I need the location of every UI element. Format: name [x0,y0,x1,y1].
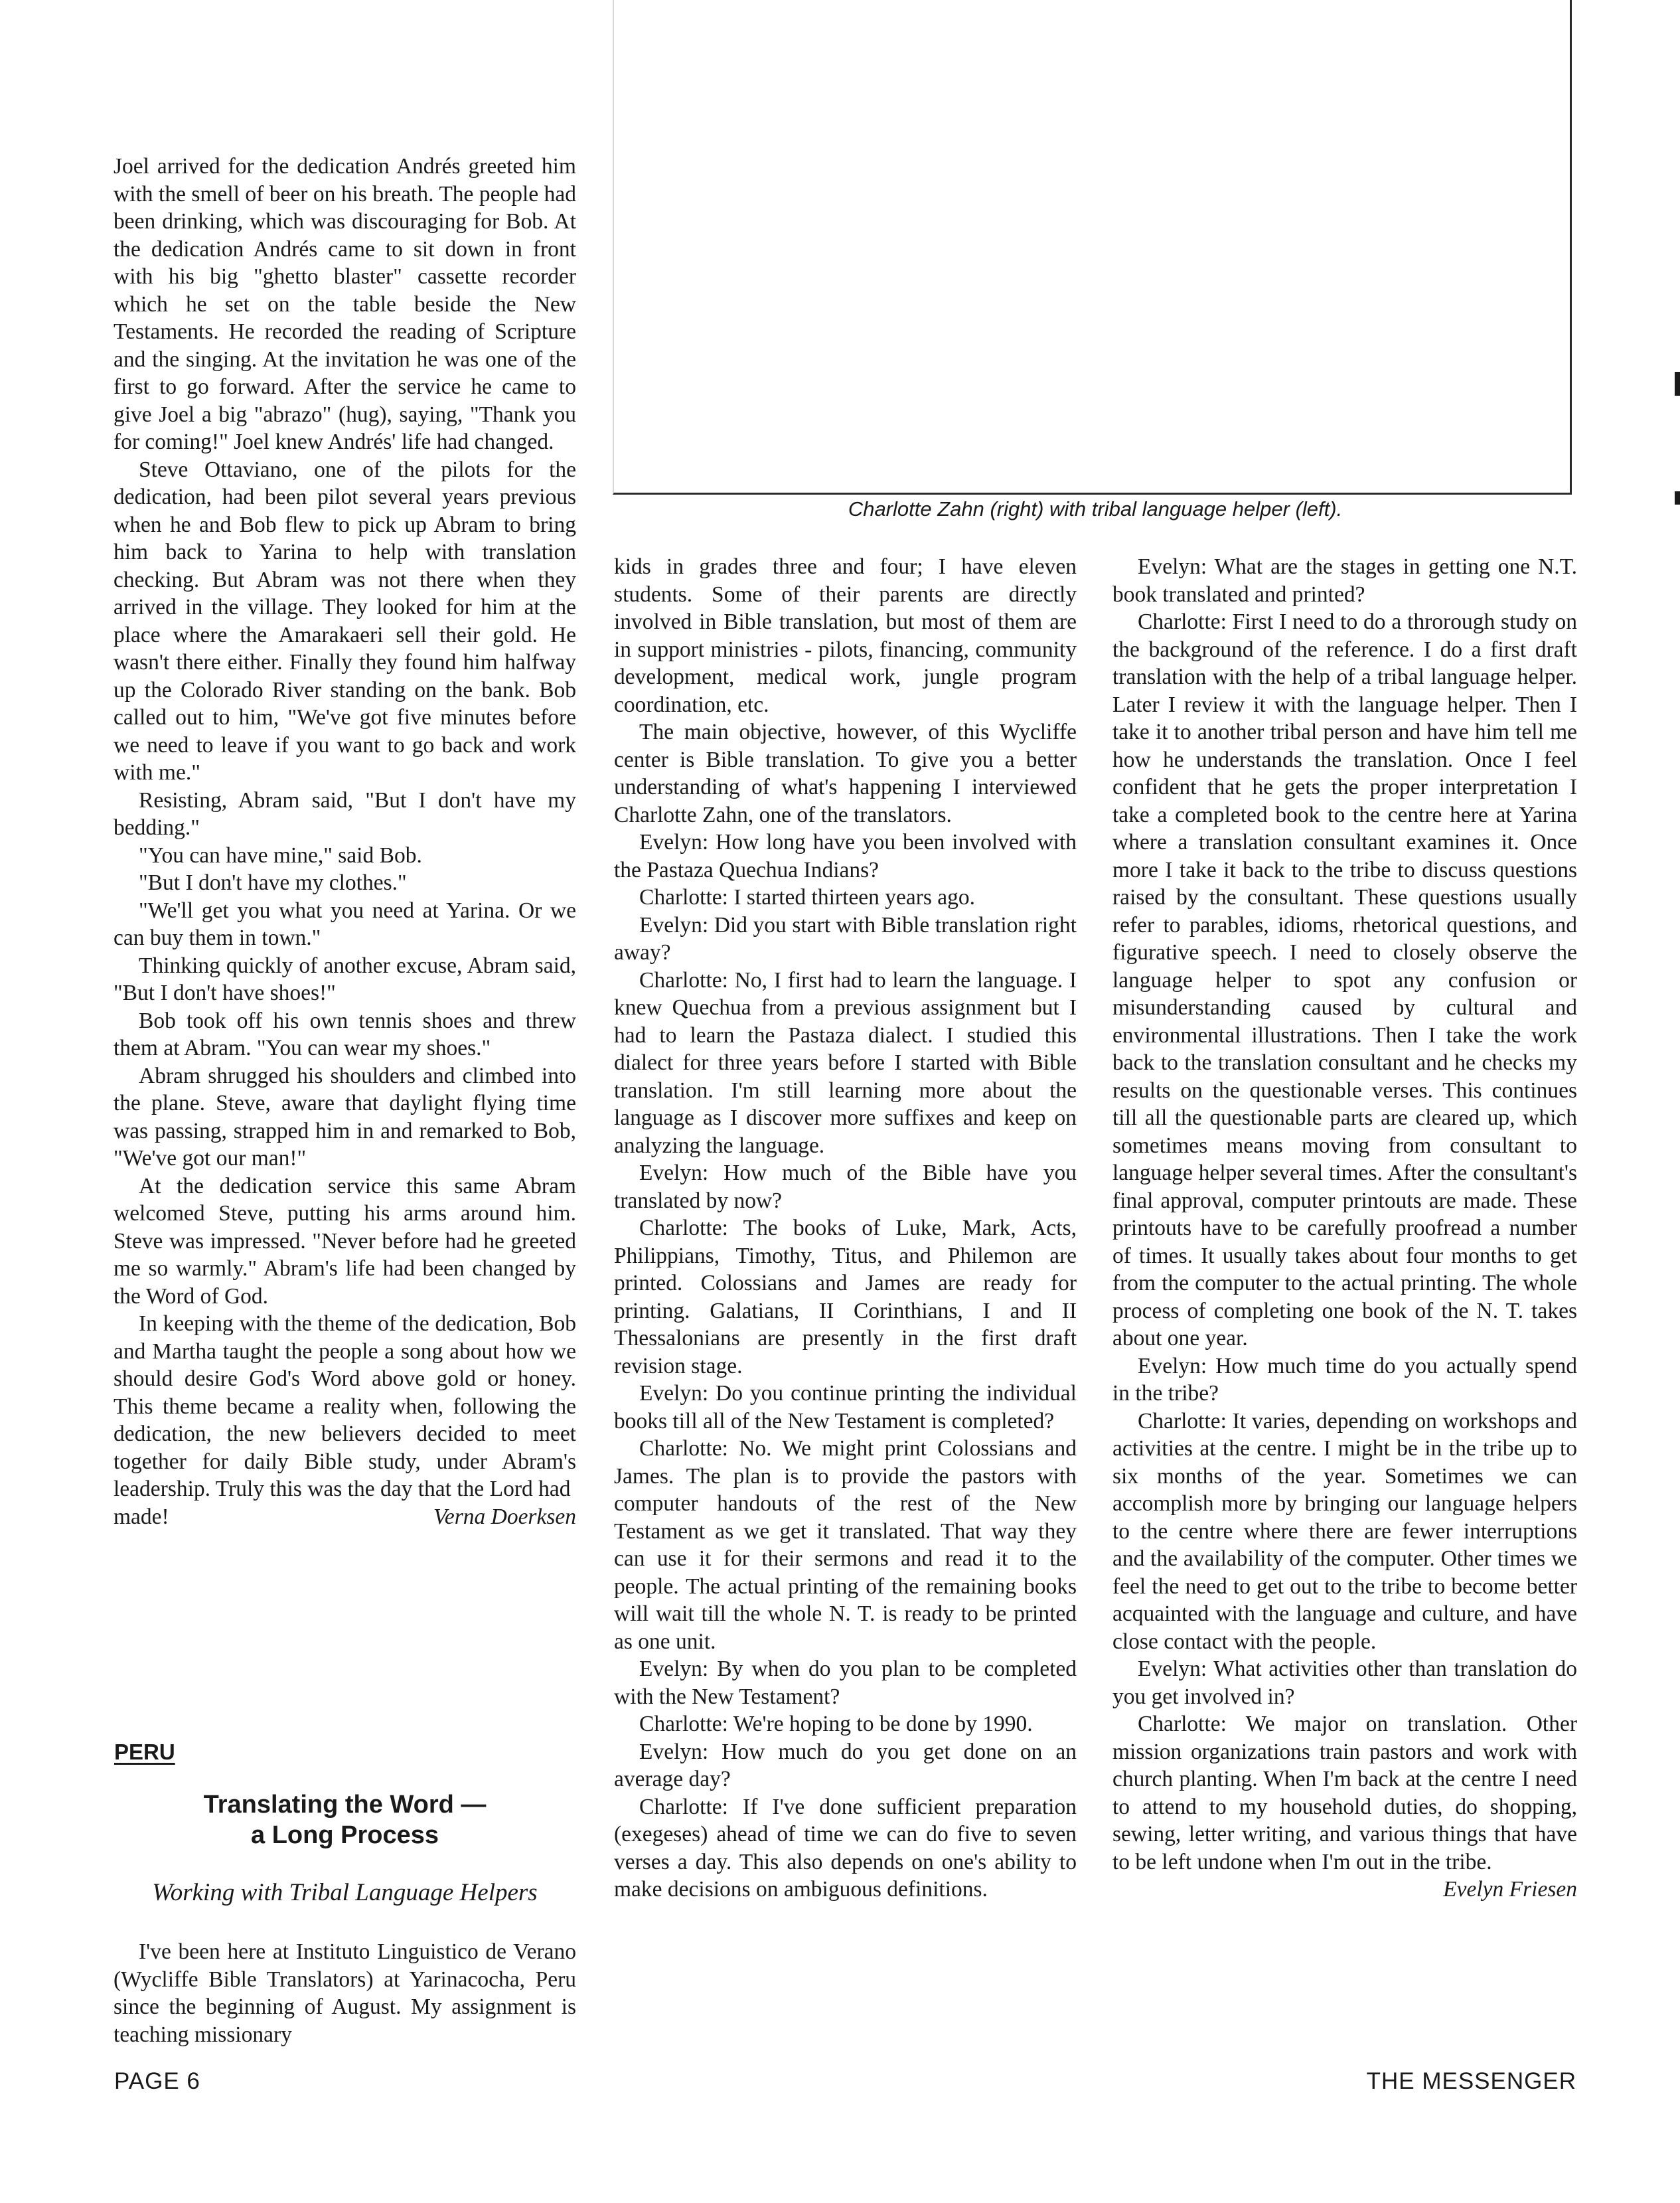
scan-edge-mark [1675,491,1680,505]
interview-answer: Charlotte: If I've done sufficient preparation (exegeses) ahead of time we can do five to seven verses a day. This also depends on one's ability to make decisions on ambiguous definitions. [614,1794,1077,1902]
interview-question: Evelyn: How much time do you actually spend in the tribe? [1112,1353,1577,1406]
photo-caption: Charlotte Zahn (right) with tribal language helper (left). [848,497,1343,521]
story2-headline [114,1789,576,1850]
story2-headline-line1: Translating the Word — [203,1791,487,1819]
interview-question: Evelyn: How long have you been involved with the Pastaza Quechua Indians? [614,830,1077,882]
story1-paragraph: "You can have mine," said Bob. [139,843,422,868]
interview-question: Evelyn: By when do you plan to be completed with the New Testament? [614,1657,1077,1709]
story1-paragraph: In keeping with the theme of the dedication, Bob and Martha taught the people a song about how we should desire God's Word above gold or honey. This theme became a reality when, following the dedication, the new believers decided to meet together for daily Bible study, under Abram's leadership. Truly this was the day that the Lord had [114,1311,576,1501]
story1-final-word: made! [114,1504,169,1529]
interview-question: Evelyn: How much do you get done on an average day? [614,1739,1077,1791]
interview-question: Evelyn: Do you continue printing the individual books till all of the New Testament is completed? [614,1381,1077,1433]
story1-author: Verna Doerksen [433,1504,576,1529]
interview-question: Evelyn: What are the stages in getting one N.T. book translated and printed? [1112,554,1577,607]
story1-paragraph: Joel arrived for the dedication Andrés greeted him with the smell of beer on his breath. The people had been drinking, which was discouraging for Bob. At the dedication Andrés came to sit down in front with his big "ghetto blaster" cassette recorder which he set on the table beside the New Testaments. He recorded the reading of Scripture and the singing. At the invitation he was one of the first to go forward. After the service he came to give Joel a big "abrazo" (hug), saying, "Thank you for coming!" Joel knew Andrés' life had changed. [114,154,576,454]
interview-answer: Charlotte: No. We might print Colossians and James. The plan is to provide the pastors with computer handouts of the rest of the New Testament as we get it translated. That way they can use it for their sermons and read it to the people. The actual printing of the remaining books will wait till the whole N. T. is ready to be printed as one unit. [614,1436,1077,1654]
interview-answer: Charlotte: The books of Luke, Mark, Acts, Philippians, Timothy, Titus, and Philemon are printed. Colossians and James are ready for printing. Galatians, II Corinthians, I and II Thessalonians are presently in the first draft revision stage. [614,1216,1077,1378]
story1-paragraph: Bob took off his own tennis shoes and threw them at Abram. "You can wear my shoes." [114,1008,576,1060]
publication-name: THE MESSENGER [1366,2068,1576,2094]
story1-column [114,153,576,1530]
interview-answer: Charlotte: It varies, depending on workshops and activities at the centre. I might be in the tribe up to six months of the year. Sometimes we can accomplish more by bringing our language helpers to the centre where there are fewer interruptions and the availability of the computer. Other times we feel the need to get out to the tribe to become better acquainted with the language and culture, and have close contact with the people. [1112,1408,1577,1654]
story1-paragraph: Thinking quickly of another excuse, Abram said, "But I don't have shoes!" [114,953,576,1005]
interview-question: Evelyn: What activities other than translation do you get involved in? [1112,1657,1577,1709]
story1-paragraph: At the dedication service this same Abram welcomed Steve, putting his arms around him. Steve was impressed. "Never before had he greeted me so warmly." Abram's life had been changed by the Word of God. [114,1173,576,1309]
story1-paragraph: Resisting, Abram said, "But I don't have my bedding." [114,787,576,840]
scan-edge-mark [1675,372,1680,396]
story2-paragraph: The main objective, however, of this Wycliffe center is Bible translation. To give you a better understanding of what's happening I interviewed Charlotte Zahn, one of the translators. [614,720,1077,827]
interview-question: Evelyn: Did you start with Bible translation right away? [614,912,1077,965]
page-number: PAGE 6 [114,2068,200,2094]
story1-closing-line [114,1503,576,1531]
interview-answer: Charlotte: I started thirteen years ago. [639,885,976,910]
interview-answer: Charlotte: First I need to do a throrough study on the background of the reference. I do a first draft translation with the help of a tribal language helper. Later I review it with the language helper. Then I take it to another tribal person and have him tell me how he understands the translation. Once I feel confident that he gets the proper interpretation I take a completed book to the centre here at Yarina where a translation consultant examines it. Once more I take it back to the tribe to discuss questions raised by the consultant. These questions usually refer to parables, idioms, rhetorical questions, and figurative speech. I need to closely observe the language helper to spot any confusion or misunderstanding caused by cultural and environmental illustrations. Then I take the work back to the translation consultant and he checks my results on the questionable verses. This continues till all the questionable parts are cleared up, which sometimes means moving from consultant to language helper several times. After the consultant's final approval, computer printouts are made. These printouts have to be carefully proofread a number of times. It usually takes about four months to get from the computer to the actual printing. The whole process of completing one book of the N. T. takes about one year. [1112,610,1577,1350]
story2-column-2 [614,553,1077,1904]
story2-intro-paragraph: I've been here at Instituto Linguistico de Verano (Wycliffe Bible Translators) at Yarinacocha, Peru since the beginning of August. My assignment is teaching missionary [114,1939,576,2047]
section-label-peru: PERU [114,1740,175,1764]
story1-paragraph: Abram shrugged his shoulders and climbed into the plane. Steve, aware that daylight flying time was passing, strapped him in and remarked to Bob, "We've got our man!" [114,1063,576,1171]
story2-column-3 [1112,553,1577,1904]
interview-answer: Charlotte: We major on translation. Other mission organizations train pastors and work with church planting. When I'm back at the centre I need to attend to my household duties, do shopping, sewing, letter writing, and various things that have to be left undone when I'm out in the tribe. [1112,1712,1577,1874]
story2-subheading: Working with Tribal Language Helpers [152,1879,538,1906]
story2-author: Evelyn Friesen [1443,1877,1577,1902]
interview-question: Evelyn: How much of the Bible have you translated by now? [614,1161,1077,1213]
story1-paragraph: Steve Ottaviano, one of the pilots for the dedication, had been pilot several years previous when he and Bob flew to pick up Abram to bring him back to Yarina to help with translation checking. But Abram was not there when they arrived in the village. They looked for him at the place where the Amarakaeri sell their gold. He wasn't there either. Finally they found him halfway up the Colorado River standing on the bank. Bob called out to him, "We've got five minutes before we need to leave if you want to go back and work with me." [114,457,576,785]
photo-frame [613,0,1572,495]
story1-paragraph: "We'll get you what you need at Yarina. Or we can buy them in town." [114,898,576,950]
interview-answer: Charlotte: No, I first had to learn the language. I knew Quechua from a previous assignment but I had to learn the Pastaza dialect. I studied this dialect for three years before I started with Bible translation. I'm still learning more about the language as I discover more suffixes and keep on analyzing the language. [614,967,1077,1158]
story1-paragraph: "But I don't have my clothes." [139,870,407,895]
story2-paragraph: kids in grades three and four; I have eleven students. Some of their parents are directly involved in Bible translation, but most of them are in support ministries - pilots, financing, community development, medical work, jungle program coordination, etc. [614,554,1077,717]
interview-answer: Charlotte: We're hoping to be done by 1990. [639,1712,1033,1736]
story2-headline-line2: a Long Process [251,1821,439,1849]
